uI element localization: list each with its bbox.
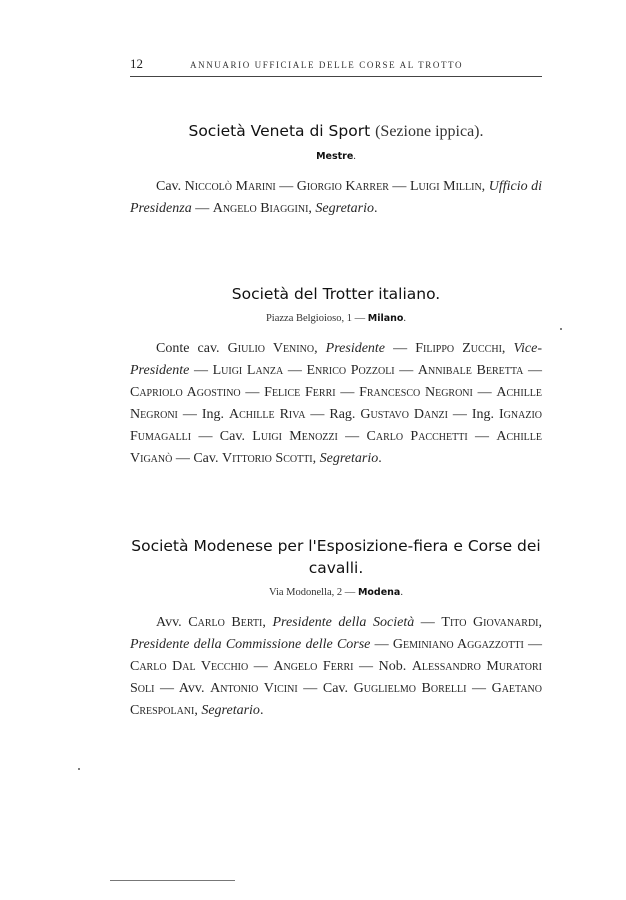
section-city: Milano — [367, 313, 404, 324]
member-name: Tito Giovanardi — [441, 615, 539, 630]
text-run: — — [370, 637, 393, 652]
text-run: — — [248, 659, 274, 674]
text-run: , — [538, 615, 542, 630]
text-run: Avv. — [156, 615, 189, 630]
member-name: Ignazio Fumagalli — [130, 407, 543, 444]
print-speck — [78, 768, 80, 770]
section-city: Modena — [357, 587, 401, 598]
member-name: Achille Riva — [228, 407, 306, 422]
member-name: Capriolo Agostino — [130, 385, 241, 400]
text-run: — — [240, 385, 265, 400]
member-name: Francesco Negroni — [359, 385, 473, 400]
member-name: Luigi Lanza — [212, 363, 284, 378]
member-name: Vittorio Scotti — [221, 451, 313, 466]
member-role: Presidente della Commissione delle Corse — [130, 637, 371, 652]
text-run: — — [523, 637, 543, 652]
text-run: — — [523, 363, 543, 378]
member-role: Presidente della Società — [272, 615, 415, 630]
text-run: — Cav. — [172, 451, 222, 466]
text-run: , — [262, 615, 273, 630]
member-name: Enrico Pozzoli — [306, 363, 395, 378]
text-run: — — [472, 385, 497, 400]
text-run: . — [378, 451, 382, 466]
text-run: — — [467, 429, 497, 444]
section-title — [130, 120, 542, 143]
member-list — [130, 338, 542, 470]
text-run: — — [335, 385, 360, 400]
member-list — [130, 176, 542, 220]
member-name: Angelo Ferri — [273, 659, 354, 674]
text-run: — Cav. — [191, 429, 253, 444]
member-name: Carlo Dal Vecchio — [130, 659, 249, 674]
section-location: Piazza Belgioioso, 1 — Milano. — [265, 313, 407, 324]
member-list — [130, 612, 542, 722]
text-run: . — [259, 703, 264, 718]
section-trotter — [130, 283, 542, 470]
text-run: , — [481, 179, 489, 194]
text-run: — — [466, 681, 492, 696]
text-run: — Avv. — [154, 681, 211, 696]
text-run: — — [385, 341, 416, 356]
text-run: , — [501, 341, 514, 356]
section-modenese — [130, 535, 542, 722]
section-veneta — [130, 120, 542, 220]
member-name: Carlo Berti — [188, 615, 263, 630]
member-name: Gaetano Crespolani — [130, 681, 542, 718]
section-location: Mestre. — [316, 151, 356, 162]
text-run: — — [414, 615, 442, 630]
text-run: — — [337, 429, 367, 444]
text-run: , — [194, 703, 202, 718]
section-city: Mestre — [316, 151, 354, 162]
text-run: , — [314, 341, 326, 356]
text-run: — Ing. — [447, 407, 500, 422]
member-name: Antonio Vicini — [210, 681, 298, 696]
section-title: Società del Trotter italiano. — [231, 285, 441, 303]
running-head — [130, 56, 540, 72]
text-run: — — [394, 363, 418, 378]
member-name: Gustavo Danzi — [360, 407, 448, 422]
member-name: Giulio Venino — [227, 341, 315, 356]
text-run: — Cav. — [297, 681, 354, 696]
member-name: Achille Negroni — [130, 385, 543, 422]
member-name: Luigi Menozzi — [252, 429, 338, 444]
footer-rule — [110, 880, 235, 881]
text-run: . — [374, 201, 378, 216]
section-title-paren: (Sezione ippica). — [375, 123, 484, 140]
member-role: Presidente — [325, 341, 386, 356]
member-name: Felice Ferri — [264, 385, 336, 400]
section-address: Via Modonella, 2 — — [269, 587, 358, 598]
member-name: Luigi Millin — [409, 179, 482, 194]
text-run: , — [312, 451, 320, 466]
member-name: Guglielmo Borelli — [353, 681, 467, 696]
member-name: Achille Viganò — [130, 429, 543, 466]
print-speck — [560, 328, 562, 330]
member-name: Niccolò Marini — [184, 179, 276, 194]
member-name: Annibale Beretta — [417, 363, 524, 378]
member-role: Segretario — [315, 201, 375, 216]
text-run: — — [388, 179, 410, 194]
running-title: ANNUARIO UFFICIALE DELLE CORSE AL TROTTO — [190, 60, 464, 70]
text-run: — — [275, 179, 297, 194]
text-run: — — [191, 201, 213, 216]
member-name: Alessandro Muratori Soli — [130, 659, 542, 696]
section-address: Piazza Belgioioso, 1 — — [265, 313, 368, 324]
member-name: Giorgio Karrer — [296, 179, 389, 194]
text-run: , — [308, 201, 316, 216]
text-run: — Ing. — [177, 407, 229, 422]
text-run: Conte cav. — [156, 341, 228, 356]
text-run: — Rag. — [305, 407, 361, 422]
member-name: Carlo Pacchetti — [366, 429, 468, 444]
page-number: 12 — [130, 56, 143, 71]
header-rule — [130, 76, 542, 77]
text-run: — — [189, 363, 213, 378]
text-run: Cav. — [156, 179, 185, 194]
member-name: Filippo Zucchi — [415, 341, 502, 356]
member-role: Segretario — [201, 703, 260, 718]
member-name: Geminiano Aggazzotti — [392, 637, 524, 652]
section-title: Società Modenese per l'Esposizione-fiera e Corse dei cavalli. — [131, 537, 541, 577]
member-name: Angelo Biaggini — [212, 201, 309, 216]
member-role: Segretario — [319, 451, 379, 466]
member-role: Vice-Presidente — [130, 341, 543, 378]
section-location: Via Modonella, 2 — Modena. — [269, 587, 403, 598]
text-run: — Nob. — [353, 659, 412, 674]
text-run: — — [283, 363, 307, 378]
section-title-main: Società Veneta di Sport — [188, 122, 371, 140]
member-role: Ufficio di Presidenza — [130, 179, 542, 216]
